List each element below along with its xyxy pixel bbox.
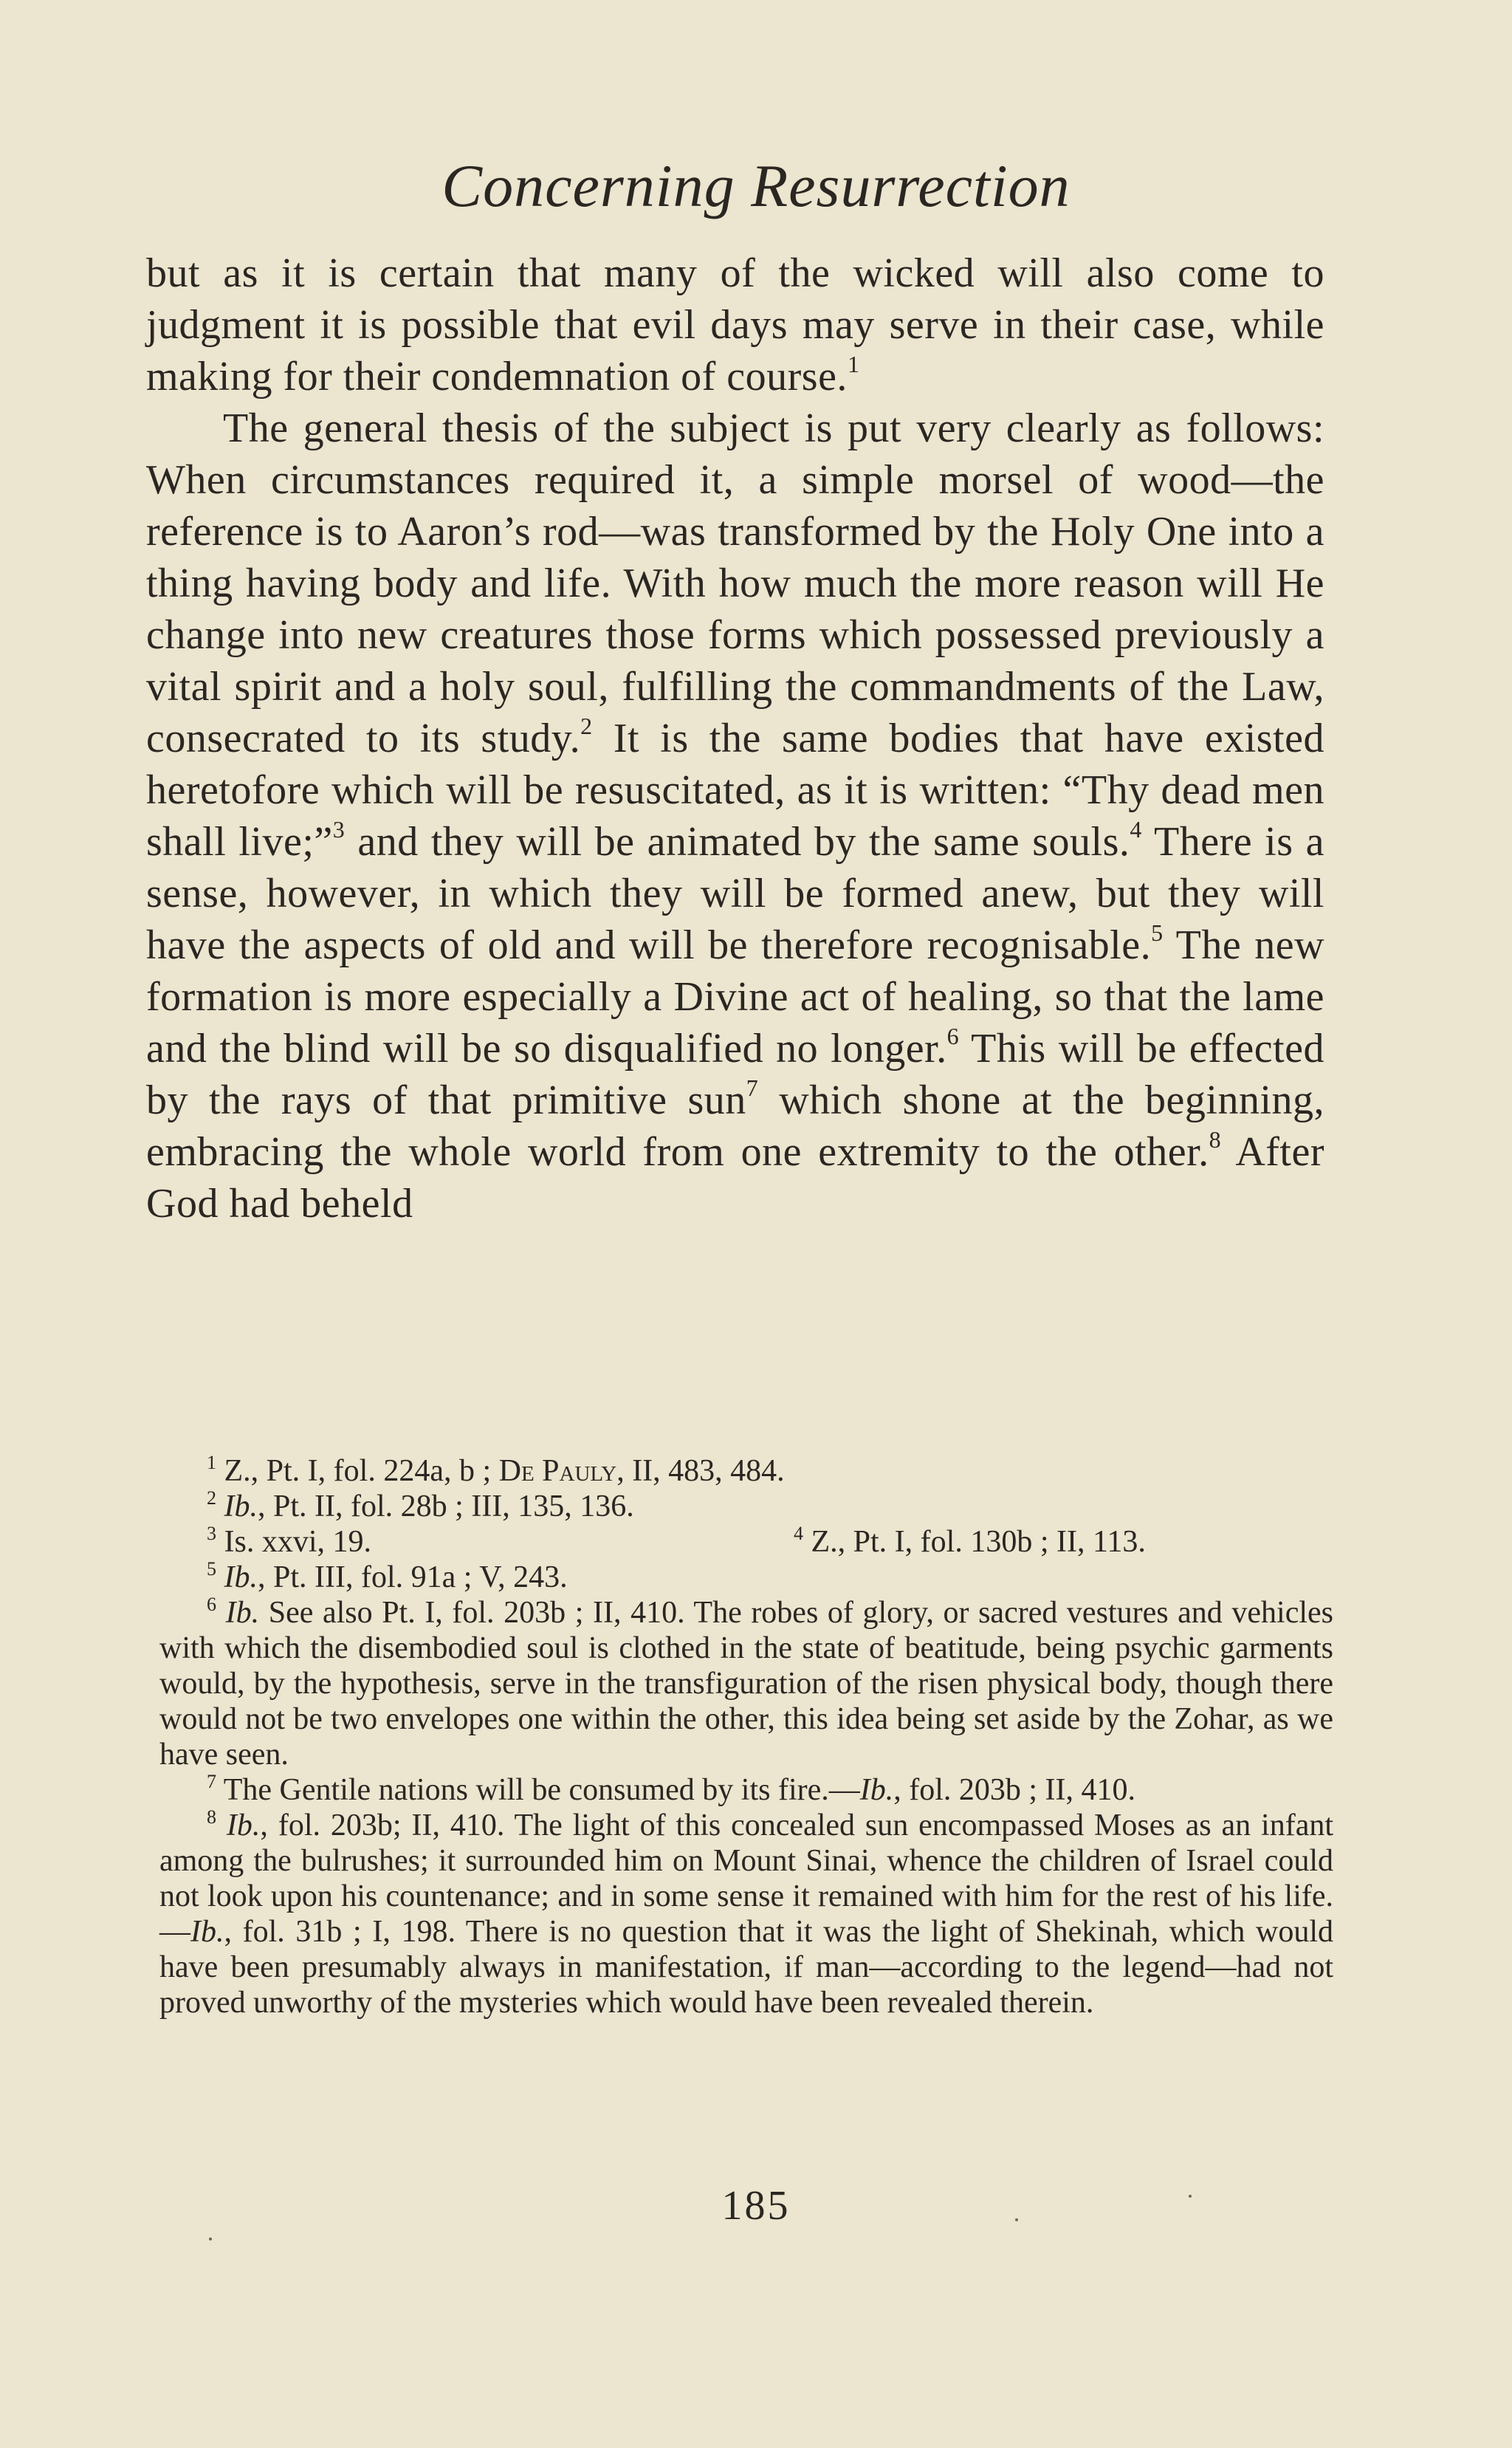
paper-speck [209, 2238, 212, 2240]
footnote-5-mark: 5 [207, 1558, 216, 1580]
footnote-1-text-a: Z., Pt. I, fol. 224a, b ; [224, 1454, 492, 1488]
footnote-7 [159, 1772, 1333, 1808]
footnote-2 [159, 1489, 1333, 1524]
footnote-2-mark: 2 [207, 1487, 216, 1509]
paragraph-2-seg-7: which shone at the beginning, embracing the whole world from one extremity to the other. [146, 1077, 1325, 1175]
footnote-7-text-b: , fol. 203b ; II, 410. [893, 1773, 1136, 1807]
footnote-5 [159, 1560, 1333, 1595]
footnote-ref-3: 3 [332, 816, 346, 843]
paragraph-2-seg-2: It is the same bodies that have existed heretofore which will be resuscitated, as it is written: “Thy dead men shall live;” [146, 716, 1325, 865]
footnote-ref-1: 1 [847, 351, 860, 377]
footnote-1-mark: 1 [207, 1452, 216, 1473]
paragraph-1 [146, 247, 1324, 402]
paragraph-2 [146, 402, 1324, 1230]
footnote-8-mark: 8 [207, 1806, 216, 1828]
paper-speck [1015, 2218, 1018, 2221]
footnote-4-text: Z., Pt. I, fol. 130b ; II, 113. [811, 1525, 1146, 1559]
footnote-4 [746, 1524, 1333, 1560]
footnote-3 [159, 1524, 746, 1560]
paragraph-2-seg-3: and they will be animated by the same souls. [357, 819, 1130, 865]
footnotes [159, 1453, 1333, 2020]
footnote-3-text: Is. xxvi, 19. [224, 1525, 371, 1559]
footnote-4-mark: 4 [794, 1523, 803, 1544]
footnote-ref-4: 4 [1130, 816, 1142, 843]
footnote-ref-7: 7 [746, 1074, 759, 1101]
footnote-7-mark: 7 [207, 1771, 216, 1792]
footnote-3-mark: 3 [207, 1523, 216, 1544]
footnote-6-mark: 6 [207, 1594, 216, 1615]
footnote-6-ib: Ib. [225, 1596, 260, 1630]
page-number: 185 [721, 2183, 791, 2229]
footnote-2-text: , Pt. II, fol. 28b ; III, 135, 136. [258, 1489, 634, 1523]
footnote-7-text-a: The Gentile nations will be consumed by its fire.— [223, 1773, 860, 1807]
paragraph-1-text: but as it is certain that many of the wicked will also come to judgment it is possible that evil days may serve in their case, while making for their condemnation of course. [146, 250, 1324, 400]
footnote-5-ib: Ib. [224, 1560, 258, 1594]
footnote-2-ib: Ib. [224, 1489, 258, 1523]
paragraph-2-seg-8: After God had beheld [146, 1129, 1324, 1227]
footnote-row-3-4 [159, 1524, 1333, 1560]
footnote-6 [159, 1595, 1333, 1772]
footnote-8-ib-2: Ib. [190, 1915, 224, 1949]
footnote-8-text-a: , fol. 203b; II, 410. The light of this concealed sun encompassed Moses as an infant among the bulrushes; it surrounded him on Mount Sinai, whence the children of Israel could not look upon his countenance; and in some sense it remained with him for the rest of his life.— [159, 1808, 1334, 1949]
running-head: Concerning Resurrection [441, 152, 1071, 219]
footnote-ref-5: 5 [1151, 919, 1164, 946]
footnote-6-text: See also Pt. I, fol. 203b ; II, 410. The robes of glory, or sacred vestures and vehicles with which the disembodied soul is clothed in the state of beatitude, being psychic garments would, by the hypothesis, serve in the transfiguration of the risen physical body, though there would not be two envelopes one within the other, this idea being set aside by the Zohar, as we have seen. [159, 1596, 1334, 1772]
footnote-1 [159, 1453, 1333, 1489]
footnote-1-author: De Pauly [498, 1454, 617, 1488]
footnote-7-ib: Ib. [859, 1773, 894, 1807]
main-text [146, 247, 1324, 1230]
footnote-8-ib: Ib. [226, 1808, 261, 1842]
paragraph-2-seg-4: There is a sense, however, in which they will be formed anew, but they will have the aspects of old and will be therefore recognisable. [146, 819, 1324, 968]
footnote-5-text: , Pt. III, fol. 91a ; V, 243. [258, 1560, 568, 1594]
footnote-ref-6: 6 [946, 1023, 960, 1049]
paragraph-2-seg-1: The general thesis of the subject is put very clearly as follows: When circumstances required it, a simple morsel of wood—the reference is to Aaron’s rod—was transformed by the Holy One into a thing having body and life. With how much the more reason will He change into new creatures those forms which possessed previously a vital spirit and a holy soul, fulfilling the commandments of the Law, consecrated to its study. [146, 405, 1324, 761]
footnote-1-text-b: , II, 483, 484. [616, 1454, 785, 1488]
footnote-8 [159, 1808, 1333, 2020]
footnote-ref-8: 8 [1209, 1126, 1222, 1153]
paragraph-2-seg-5: The new formation is more especially a Divine act of healing, so that the lame and the blind will be so disqualified no longer. [146, 922, 1325, 1072]
footnote-8-text-b: , fol. 31b ; I, 198. There is no question that it was the light of Shekinah, which would have been presumably always in manifestation, if man—according to the legend—had not proved unworthy of the mysteries which would have been revealed therein. [159, 1915, 1333, 2020]
paragraph-2-seg-6: This will be effected by the rays of that primitive sun [146, 1026, 1324, 1123]
footnote-ref-2: 2 [580, 713, 593, 739]
paper-speck [1189, 2195, 1192, 2198]
